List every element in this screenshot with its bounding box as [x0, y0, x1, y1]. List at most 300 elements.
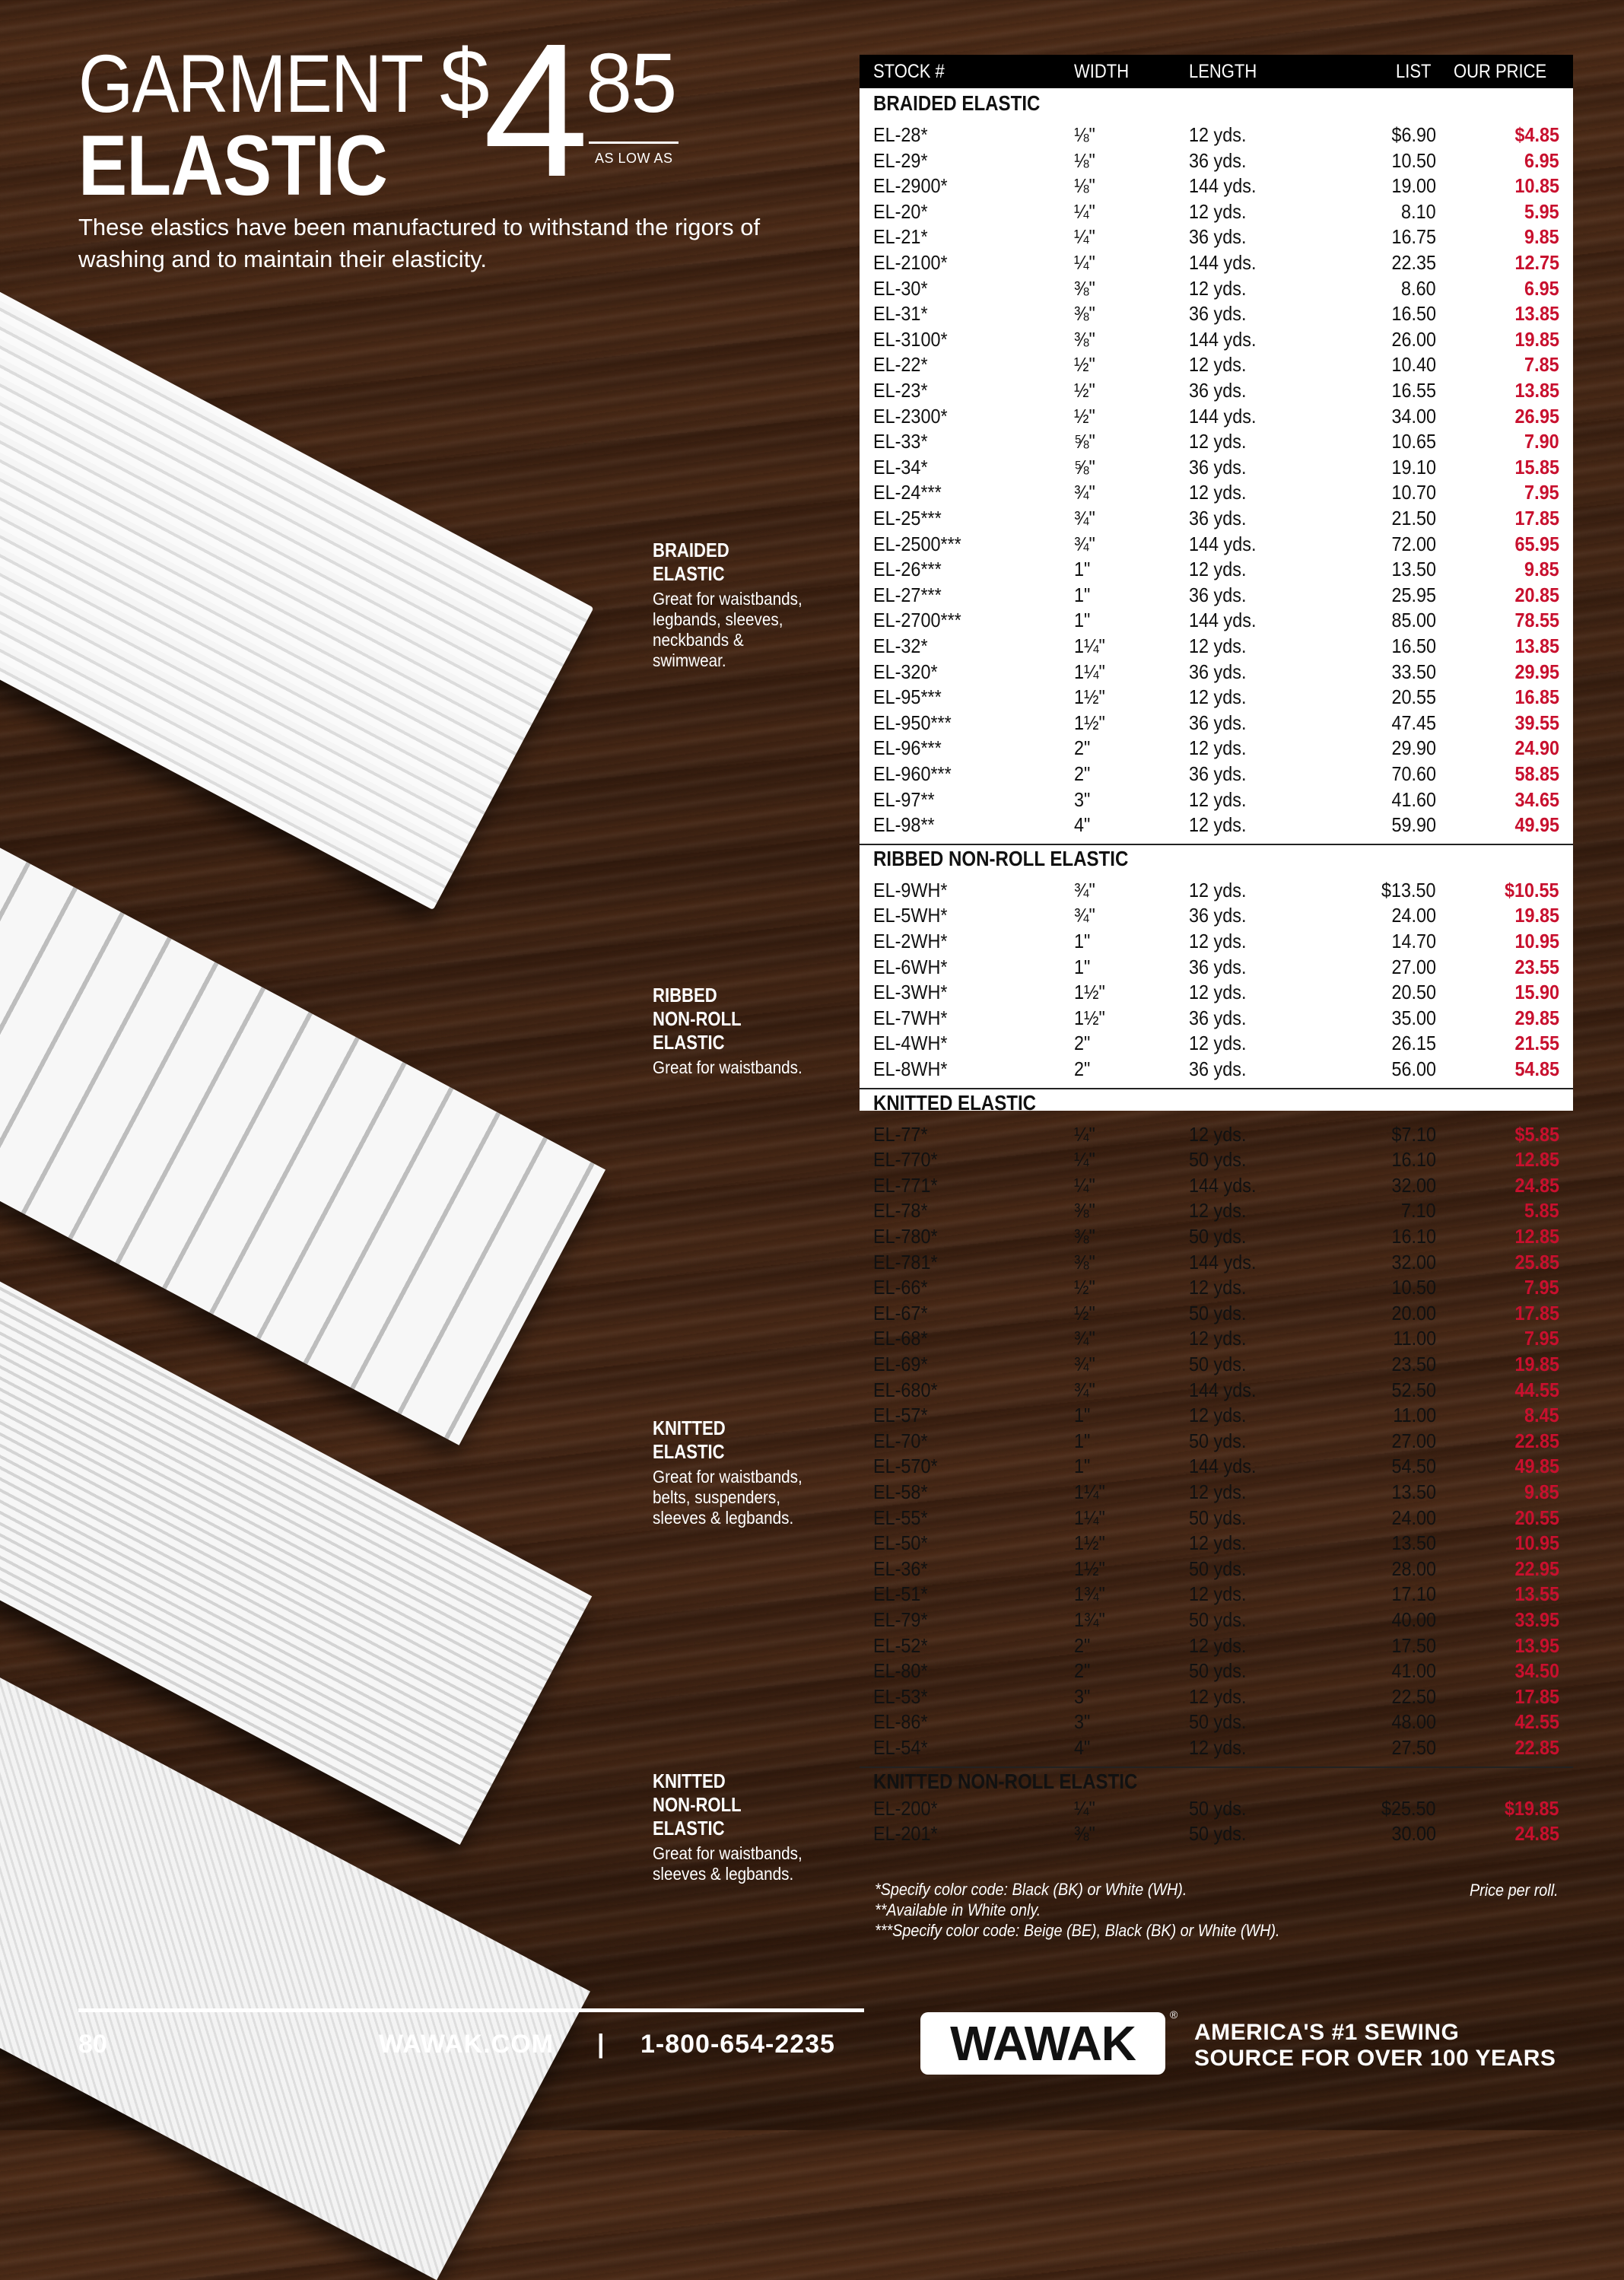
stock-cell: EL-80*	[873, 1659, 928, 1683]
width-cell: 1"	[1074, 1404, 1091, 1427]
stock-cell: EL-680*	[873, 1378, 938, 1401]
our-price-cell: 26.95	[1514, 404, 1559, 428]
length-cell: 12 yds.	[1189, 787, 1247, 811]
list-price-cell: $6.90	[1391, 123, 1436, 146]
stock-cell: EL-2500***	[873, 532, 961, 555]
table-row	[860, 1030, 1573, 1056]
list-price-cell: 8.60	[1401, 276, 1436, 300]
stock-cell: EL-33*	[873, 430, 928, 453]
our-price-cell: 44.55	[1514, 1378, 1559, 1401]
width-cell: ¾"	[1074, 507, 1095, 529]
table-row	[860, 902, 1573, 928]
stock-cell: EL-51*	[873, 1582, 928, 1606]
our-price-cell: 19.85	[1514, 327, 1559, 351]
our-price-cell: 5.85	[1524, 1199, 1559, 1223]
stock-cell: EL-78*	[873, 1199, 928, 1223]
list-price-cell: 40.00	[1391, 1608, 1436, 1631]
price-dollar-sign: $	[440, 31, 490, 132]
length-cell: 12 yds.	[1189, 813, 1247, 837]
stock-cell: EL-8WH*	[873, 1057, 948, 1080]
width-cell: ¾"	[1074, 878, 1095, 902]
our-price-cell: 20.55	[1514, 1506, 1559, 1529]
caption-title: KNITTED ELASTIC	[653, 1417, 726, 1463]
our-price-cell: 10.85	[1514, 174, 1559, 198]
width-cell: 1"	[1074, 955, 1091, 978]
section-title: KNITTED NON-ROLL ELASTIC	[873, 1769, 1138, 1793]
list-price-cell: 11.00	[1393, 1327, 1436, 1350]
our-price-cell: 17.85	[1514, 1301, 1559, 1324]
stock-cell: EL-22*	[873, 353, 928, 377]
our-price-cell: 6.95	[1524, 276, 1559, 300]
list-price-cell: 32.00	[1391, 1173, 1436, 1197]
stock-cell: EL-2900*	[873, 174, 948, 198]
length-cell: 12 yds.	[1189, 685, 1247, 709]
length-cell: 144 yds.	[1189, 1455, 1257, 1478]
width-cell: 1"	[1074, 1429, 1091, 1452]
our-price-cell: 22.85	[1514, 1736, 1559, 1759]
table-row	[860, 1556, 1573, 1582]
our-price-cell: 9.85	[1524, 225, 1559, 249]
our-price-cell: 19.85	[1514, 904, 1559, 927]
length-cell: 36 yds.	[1189, 1057, 1247, 1080]
length-cell: 12 yds.	[1189, 430, 1247, 453]
list-price-cell: 41.00	[1391, 1659, 1436, 1683]
width-cell: ½"	[1074, 353, 1095, 377]
list-price-cell: 17.50	[1391, 1633, 1436, 1657]
list-price-cell: 14.70	[1391, 930, 1436, 952]
table-row	[860, 403, 1573, 429]
caption-ribbed	[653, 984, 828, 1078]
list-price-cell: 33.50	[1391, 660, 1436, 683]
list-price-cell: 13.50	[1391, 1531, 1436, 1555]
list-price-cell: 16.10	[1391, 1225, 1436, 1248]
width-cell: 1¾"	[1074, 1582, 1105, 1606]
length-cell: 12 yds.	[1189, 276, 1247, 300]
length-cell: 12 yds.	[1189, 1684, 1247, 1708]
list-price-cell: 16.50	[1391, 302, 1436, 326]
table-row	[860, 1300, 1573, 1326]
length-cell: 12 yds.	[1189, 1582, 1247, 1606]
stock-cell: EL-4WH*	[873, 1032, 948, 1055]
table-row	[860, 1402, 1573, 1428]
caption-desc: Great for waistbands.	[653, 1057, 802, 1077]
table-row	[860, 1428, 1573, 1454]
list-price-cell: 52.50	[1391, 1378, 1436, 1401]
list-price-cell: 10.70	[1391, 481, 1436, 504]
registered-mark: ®	[1170, 2008, 1178, 2021]
width-cell: 4"	[1074, 813, 1091, 837]
length-cell: 36 yds.	[1189, 148, 1247, 172]
stock-cell: EL-2700***	[873, 609, 961, 632]
website-link[interactable]: WAWAK.COM	[379, 2030, 554, 2059]
stock-cell: EL-70*	[873, 1429, 928, 1452]
list-price-cell: 22.35	[1391, 251, 1436, 274]
length-cell: 12 yds.	[1189, 878, 1247, 902]
length-cell: 36 yds.	[1189, 379, 1247, 402]
width-cell: 1½"	[1074, 981, 1105, 1004]
table-row	[860, 1325, 1573, 1351]
width-cell: ¾"	[1074, 904, 1095, 927]
section-title: BRAIDED ELASTIC	[873, 91, 1041, 115]
stock-cell: EL-57*	[873, 1404, 928, 1427]
stock-cell: EL-98**	[873, 813, 935, 837]
list-price-cell: 47.45	[1391, 711, 1436, 734]
our-price-cell: 13.85	[1514, 379, 1559, 402]
list-price-cell: 34.00	[1391, 404, 1436, 428]
our-price-cell: 34.65	[1514, 787, 1559, 811]
stock-cell: EL-50*	[873, 1531, 928, 1555]
table-row	[860, 1735, 1573, 1760]
stock-cell: EL-69*	[873, 1353, 928, 1375]
length-cell: 144 yds.	[1189, 609, 1257, 632]
length-cell: 12 yds.	[1189, 634, 1247, 657]
table-row	[860, 275, 1573, 301]
table-row	[860, 582, 1573, 608]
length-cell: 50 yds.	[1189, 1822, 1247, 1846]
table-row	[860, 877, 1573, 903]
our-price-cell: 12.75	[1514, 251, 1559, 274]
stock-cell: EL-6WH*	[873, 955, 948, 978]
list-price-cell: 26.15	[1391, 1032, 1436, 1055]
length-cell: 50 yds.	[1189, 1353, 1247, 1375]
price-cents: 85	[586, 37, 676, 130]
width-cell: ½"	[1074, 379, 1095, 402]
stock-cell: EL-7WH*	[873, 1006, 948, 1029]
stock-cell: EL-54*	[873, 1736, 928, 1759]
our-price-cell: 49.85	[1514, 1455, 1559, 1478]
stock-cell: EL-52*	[873, 1633, 928, 1657]
list-price-cell: 22.50	[1391, 1684, 1436, 1708]
list-price-cell: 26.00	[1391, 327, 1436, 351]
width-cell: ⅜"	[1074, 327, 1095, 351]
our-price-cell: 54.85	[1514, 1057, 1559, 1080]
length-cell: 36 yds.	[1189, 660, 1247, 683]
table-row	[860, 735, 1573, 761]
width-cell: 2"	[1074, 736, 1091, 760]
stock-cell: EL-21*	[873, 225, 928, 249]
stock-cell: EL-27***	[873, 583, 942, 606]
table-row	[860, 1197, 1573, 1223]
list-price-cell: 48.00	[1391, 1710, 1436, 1734]
width-cell: ¾"	[1074, 1378, 1095, 1401]
stock-cell: EL-770*	[873, 1148, 938, 1172]
length-cell: 50 yds.	[1189, 1557, 1247, 1580]
table-row	[860, 1274, 1573, 1300]
price-as-low-as: AS LOW AS	[595, 151, 673, 166]
our-price-cell: 13.85	[1514, 302, 1559, 326]
width-cell: 1"	[1074, 609, 1091, 632]
stock-cell: EL-77*	[873, 1122, 928, 1146]
width-cell: 1½"	[1074, 711, 1105, 734]
table-row	[860, 1795, 1573, 1821]
footnote: *Specify color code: Black (BK) or White (WH).	[875, 1880, 1187, 1899]
table-row	[860, 1530, 1573, 1556]
title-elastic: ELASTIC	[78, 118, 388, 213]
table-row	[860, 1249, 1573, 1275]
length-cell: 36 yds.	[1189, 455, 1247, 479]
table-row	[860, 1056, 1573, 1082]
width-cell: 2"	[1074, 1633, 1091, 1657]
our-price-cell: 19.85	[1514, 1353, 1559, 1375]
title-garment: GARMENT	[78, 37, 423, 129]
length-cell: 12 yds.	[1189, 481, 1247, 504]
width-cell: ¼"	[1074, 1173, 1095, 1197]
list-price-cell: 20.55	[1391, 685, 1436, 709]
table-row	[860, 1351, 1573, 1377]
stock-cell: EL-55*	[873, 1506, 928, 1529]
our-price-cell: 21.55	[1514, 1032, 1559, 1055]
length-cell: 50 yds.	[1189, 1659, 1247, 1683]
our-price-cell: 7.95	[1524, 481, 1559, 504]
length-cell: 12 yds.	[1189, 1327, 1247, 1350]
table-row	[860, 1821, 1573, 1846]
stock-cell: EL-201*	[873, 1822, 938, 1846]
list-price-cell: 59.90	[1391, 813, 1436, 837]
table-row	[860, 1684, 1573, 1709]
caption-knitted	[653, 1417, 828, 1528]
stock-cell: EL-53*	[873, 1684, 928, 1708]
table-row	[860, 1377, 1573, 1403]
section-divider	[860, 1088, 1573, 1089]
width-cell: 2"	[1074, 1057, 1091, 1080]
our-price-cell: 7.85	[1524, 353, 1559, 377]
stock-cell: EL-320*	[873, 660, 938, 683]
table-row	[860, 1658, 1573, 1684]
width-cell: 1½"	[1074, 1557, 1105, 1580]
width-cell: 3"	[1074, 1710, 1091, 1734]
width-cell: 2"	[1074, 762, 1091, 785]
list-price-cell: 16.75	[1391, 225, 1436, 249]
length-cell: 12 yds.	[1189, 558, 1247, 581]
list-price-cell: 72.00	[1391, 532, 1436, 555]
price-per-roll-note: Price per roll.	[1470, 1881, 1559, 1900]
table-row	[860, 326, 1573, 352]
list-price-cell: 24.00	[1391, 1506, 1436, 1529]
list-price-cell: 29.90	[1391, 736, 1436, 760]
table-header	[860, 55, 1573, 88]
list-price-cell: 24.00	[1391, 904, 1436, 927]
list-price-cell: 35.00	[1391, 1006, 1436, 1029]
length-cell: 36 yds.	[1189, 302, 1247, 326]
our-price-cell: 25.85	[1514, 1250, 1559, 1274]
braided-elastic-photo	[0, 243, 594, 910]
list-price-cell: 54.50	[1391, 1455, 1436, 1478]
width-cell: 1"	[1074, 558, 1091, 581]
width-cell: 1½"	[1074, 685, 1105, 709]
stock-cell: EL-31*	[873, 302, 928, 326]
length-cell: 36 yds.	[1189, 955, 1247, 978]
price-whole: 4	[483, 4, 585, 216]
stock-cell: EL-771*	[873, 1173, 938, 1197]
footnote: ***Specify color code: Beige (BE), Black (BK) or White (WH).	[875, 1921, 1280, 1940]
length-cell: 12 yds.	[1189, 1276, 1247, 1299]
length-cell: 144 yds.	[1189, 174, 1257, 198]
width-cell: 1"	[1074, 930, 1091, 952]
table-row	[860, 928, 1573, 954]
stock-cell: EL-29*	[873, 148, 928, 172]
section-divider	[860, 844, 1573, 845]
our-price-cell: 22.95	[1514, 1557, 1559, 1580]
width-cell: ¾"	[1074, 1353, 1095, 1375]
stock-cell: EL-24***	[873, 481, 942, 504]
footnote: **Available in White only.	[875, 1900, 1041, 1919]
caption-title: BRAIDED ELASTIC	[653, 539, 729, 585]
table-row	[860, 428, 1573, 454]
our-price-cell: 24.85	[1514, 1173, 1559, 1197]
stock-cell: EL-570*	[873, 1455, 938, 1478]
header-length: LENGTH	[1189, 60, 1257, 82]
length-cell: 36 yds.	[1189, 225, 1247, 249]
our-price-cell: 65.95	[1514, 532, 1559, 555]
our-price-cell: 29.95	[1514, 660, 1559, 683]
our-price-cell: 17.85	[1514, 1684, 1559, 1708]
footer-separator: |	[597, 2030, 605, 2059]
width-cell: 4"	[1074, 1736, 1091, 1759]
list-price-cell: 10.50	[1391, 1276, 1436, 1299]
table-row	[860, 250, 1573, 275]
price-table	[860, 55, 1573, 1846]
table-row	[860, 173, 1573, 199]
stock-cell: EL-95***	[873, 685, 942, 709]
stock-cell: EL-32*	[873, 634, 928, 657]
stock-cell: EL-200*	[873, 1796, 938, 1820]
length-cell: 12 yds.	[1189, 1736, 1247, 1759]
width-cell: ⅜"	[1074, 302, 1095, 326]
length-cell: 12 yds.	[1189, 1633, 1247, 1657]
stock-cell: EL-960***	[873, 762, 952, 785]
footer-rule	[78, 2008, 864, 2012]
length-cell: 50 yds.	[1189, 1710, 1247, 1734]
our-price-cell: 42.55	[1514, 1710, 1559, 1734]
caption-title: KNITTED NON-ROLL ELASTIC	[653, 1770, 742, 1840]
width-cell: ⅛"	[1074, 174, 1095, 198]
our-price-cell: 49.95	[1514, 813, 1559, 837]
table-row	[860, 1505, 1573, 1531]
table-row	[860, 1581, 1573, 1607]
width-cell: 1¼"	[1074, 634, 1105, 657]
length-cell: 50 yds.	[1189, 1796, 1247, 1820]
header-our-price: OUR PRICE	[1454, 60, 1547, 82]
table-row	[860, 761, 1573, 787]
section-title: KNITTED ELASTIC	[873, 1090, 1037, 1115]
stock-cell: EL-9WH*	[873, 878, 948, 902]
width-cell: 1¼"	[1074, 660, 1105, 683]
table-row	[860, 1005, 1573, 1031]
stock-cell: EL-780*	[873, 1225, 938, 1248]
section-divider	[860, 1766, 1573, 1768]
width-cell: ¼"	[1074, 1122, 1095, 1146]
caption-title: RIBBED NON-ROLL ELASTIC	[653, 984, 742, 1054]
our-price-cell: 78.55	[1514, 609, 1559, 632]
table-row	[860, 1709, 1573, 1735]
table-row	[860, 1121, 1573, 1147]
caption-knitted-nonroll	[653, 1770, 828, 1884]
list-price-cell: 19.10	[1391, 455, 1436, 479]
width-cell: ¼"	[1074, 1148, 1095, 1172]
table-row	[860, 1453, 1573, 1479]
price-rule	[589, 142, 679, 144]
width-cell: ½"	[1074, 1301, 1095, 1324]
our-price-cell: 34.50	[1514, 1659, 1559, 1683]
table-row	[860, 377, 1573, 403]
length-cell: 12 yds.	[1189, 199, 1247, 223]
our-price-cell: 39.55	[1514, 711, 1559, 734]
stock-cell: EL-25***	[873, 507, 942, 529]
our-price-cell: 13.55	[1514, 1582, 1559, 1606]
width-cell: ¾"	[1074, 532, 1095, 555]
width-cell: 3"	[1074, 787, 1091, 811]
phone-number[interactable]: 1-800-654-2235	[640, 2030, 835, 2059]
table-row	[860, 1223, 1573, 1249]
width-cell: ⅜"	[1074, 1225, 1095, 1248]
length-cell: 36 yds.	[1189, 762, 1247, 785]
width-cell: 2"	[1074, 1659, 1091, 1683]
length-cell: 12 yds.	[1189, 1480, 1247, 1503]
our-price-cell: 17.85	[1514, 507, 1559, 529]
width-cell: ⅛"	[1074, 123, 1095, 146]
intro-text: These elastics have been manufactured to withstand the rigors of washing and to maintain their elasticity.	[78, 214, 761, 272]
stock-cell: EL-97**	[873, 787, 935, 811]
stock-cell: EL-950***	[873, 711, 952, 734]
our-price-cell: 13.85	[1514, 634, 1559, 657]
list-price-cell: 10.40	[1391, 353, 1436, 377]
our-price-cell: $19.85	[1505, 1796, 1559, 1820]
our-price-cell: 23.55	[1514, 955, 1559, 978]
our-price-cell: 13.95	[1514, 1633, 1559, 1657]
stock-cell: EL-36*	[873, 1557, 928, 1580]
caption-desc: Great for waistbands, belts, suspenders, sleeves & legbands.	[653, 1467, 802, 1528]
footnotes	[875, 1879, 1325, 1941]
width-cell: 1¾"	[1074, 1608, 1105, 1631]
stock-cell: EL-96***	[873, 736, 942, 760]
length-cell: 12 yds.	[1189, 736, 1247, 760]
length-cell: 12 yds.	[1189, 930, 1247, 952]
our-price-cell: 24.90	[1514, 736, 1559, 760]
our-price-cell: 58.85	[1514, 762, 1559, 785]
our-price-cell: 9.85	[1524, 1480, 1559, 1503]
list-price-cell: 27.00	[1391, 955, 1436, 978]
stock-cell: EL-79*	[873, 1608, 928, 1631]
width-cell: 1½"	[1074, 1531, 1105, 1555]
header-stock: STOCK #	[873, 60, 945, 82]
stock-cell: EL-58*	[873, 1480, 928, 1503]
list-price-cell: 27.00	[1391, 1429, 1436, 1452]
length-cell: 12 yds.	[1189, 1199, 1247, 1223]
caption-braided	[653, 539, 828, 671]
wawak-logo: WAWAK	[920, 2012, 1165, 2075]
table-row	[860, 1633, 1573, 1658]
list-price-cell: 13.50	[1391, 1480, 1436, 1503]
length-cell: 144 yds.	[1189, 251, 1257, 274]
our-price-cell: 10.95	[1514, 930, 1559, 952]
stock-cell: EL-5WH*	[873, 904, 948, 927]
list-price-cell: 11.00	[1393, 1404, 1436, 1427]
table-row	[860, 684, 1573, 710]
list-price-cell: $13.50	[1381, 878, 1436, 902]
stock-cell: EL-2WH*	[873, 930, 948, 952]
list-price-cell: 20.50	[1391, 981, 1436, 1004]
list-price-cell: 56.00	[1391, 1057, 1436, 1080]
caption-desc: Great for waistbands, legbands, sleeves, neckbands & swimwear.	[653, 589, 802, 670]
table-row	[860, 1172, 1573, 1198]
width-cell: ¼"	[1074, 199, 1095, 223]
width-cell: ⅝"	[1074, 430, 1095, 453]
list-price-cell: 8.10	[1401, 199, 1436, 223]
length-cell: 144 yds.	[1189, 327, 1257, 351]
list-price-cell: 25.95	[1391, 583, 1436, 606]
list-price-cell: 13.50	[1391, 558, 1436, 581]
width-cell: ¼"	[1074, 1796, 1095, 1820]
